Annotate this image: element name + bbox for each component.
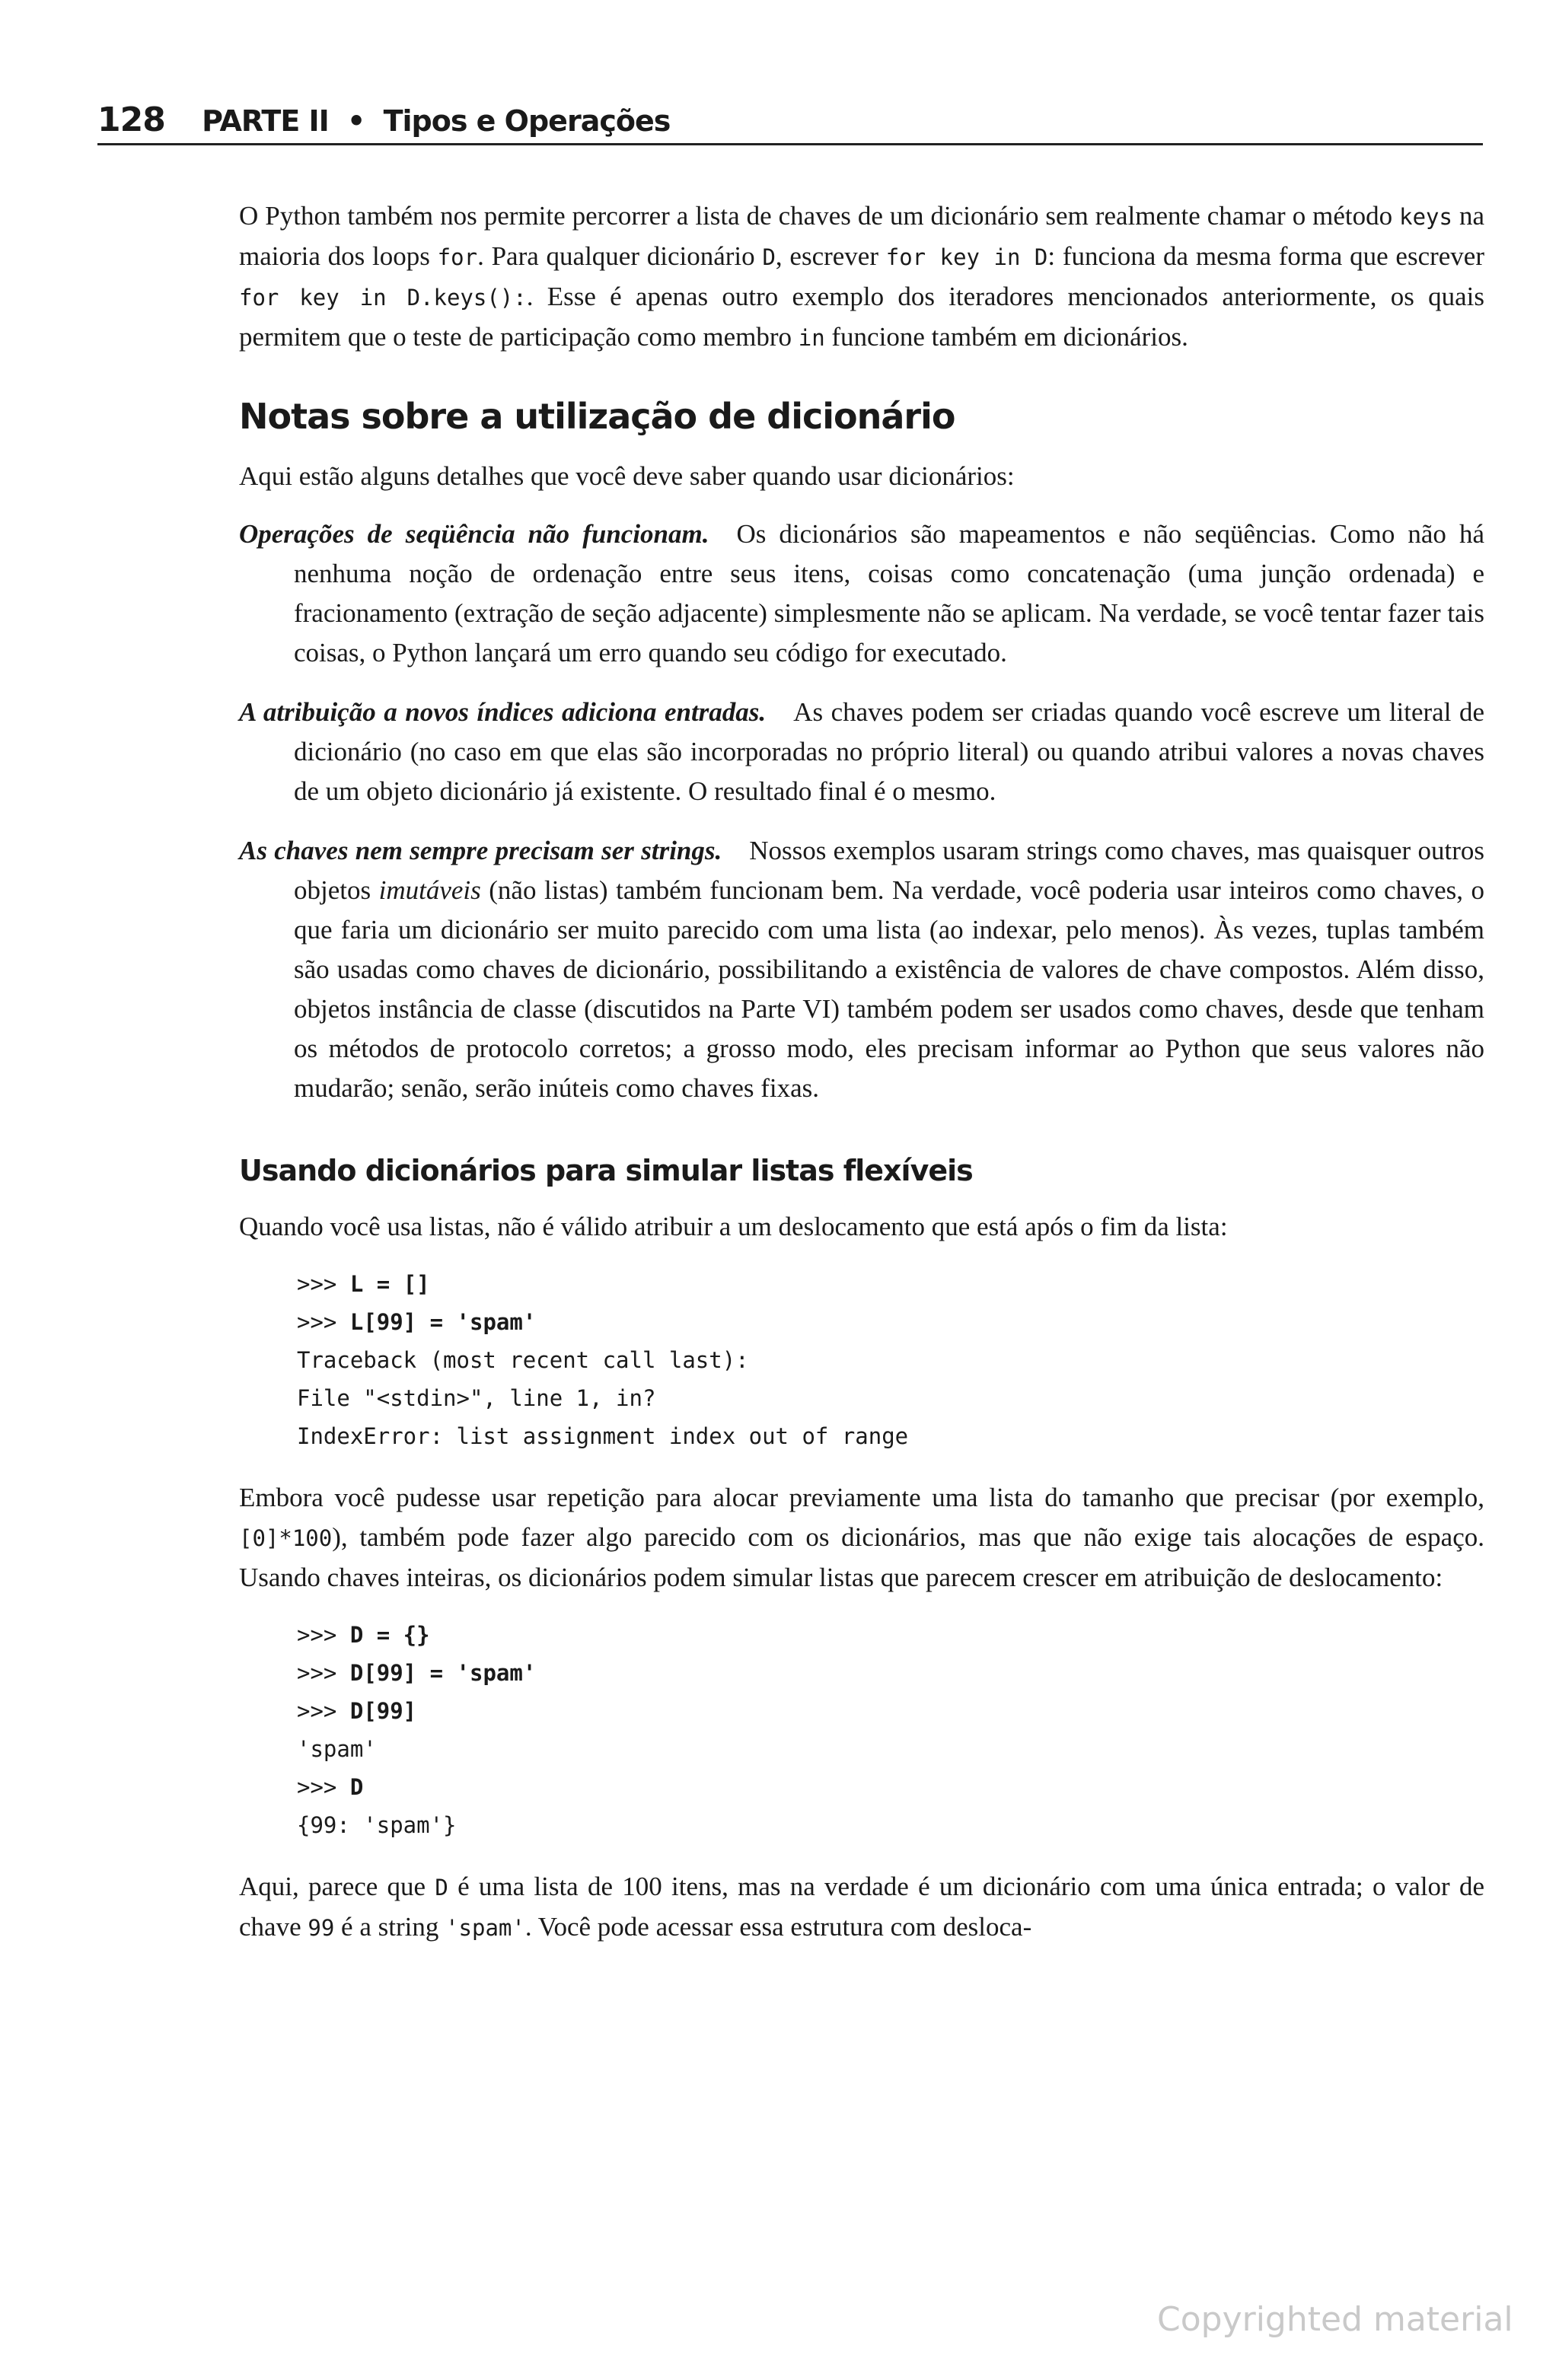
subsection-heading: Usando dicionários para simular listas flexíveis [239,1154,973,1187]
section-lead: Aqui estão alguns detalhes que você deve saber quando usar dicionários: [239,461,1015,491]
closing-paragraph: Aqui, parece que D é uma lista de 100 itens, mas na verdade é um dicionário com uma única entrada; o valor de chave 99 é a string 'spam'. Você pode acessar essa estrutura com desloca- [239,1872,1484,1942]
body-paragraph: Embora você pudesse usar repetição para alocar previamente uma lista do tamanho que precisar (por exemplo, [0]*100), também pode fazer algo parecido com os dicionários, mas que não exige tais alocações de espaço. Usando chaves inteiras, os dicionários podem simular listas que parecem crescer em atribuição de deslocamento: [239,1483,1484,1592]
code-block-list: >>> L = [] >>> L[99] = 'spam' Traceback (most recent call last): File "<stdin>", line 1, in? IndexError: list assignment index out of range [297,1271,909,1449]
list-item [239,515,1484,673]
part-label: PARTE II [202,104,329,138]
list-item: As chaves nem sempre precisam ser strings. Nossos exemplos usaram strings como chaves, mas quaisquer outros objetos imutáveis (não listas) também funcionam bem. Na verdade, você poderia usar inteiros como chaves, o que faria um dicionário ser muito parecido com uma lista (ao indexar, pelo menos). Às vezes, tuplas também são usadas como chaves de dicionário, possibilitando a existência de valores de chave compostos. Além disso, objetos instância de classe (discutidos na Parte VI) também podem ser usados como chaves, desde que tenham os métodos de protocolo corretos; a grosso modo, eles precisam informar ao Python que seus valores não mudarão; senão, serão inúteis como chaves fixas. [239,836,1484,1103]
chapter-title: Tipos e Operações [383,104,671,138]
page-body [239,196,1484,1948]
copyright-watermark: Copyrighted material [1157,2300,1513,2339]
term-title: Operações de seqüência não funcionam. [239,519,709,549]
page-number: 128 [97,100,165,139]
subsection-lead: Quando você usa listas, não é válido atribuir a um deslocamento que está após o fim da lista: [239,1212,1228,1241]
section-heading: Notas sobre a utilização de dicionário [239,396,955,437]
term-body: Os dicionários são mapeamentos e não seqüências. Como não há nenhuma noção de ordenação entre seus itens, coisas como concatenação (uma junção ordenada) e fracionamento (extração de seção adjacente) simplesmente não se aplicam. Na verdade, se você tentar fazer tais coisas, o Python lançará um erro quando seu código for executado. [294,519,1484,667]
intro-paragraph: O Python também nos permite percorrer a lista de chaves de um dicionário sem realmente chamar o método keys na maioria dos loops for. Para qualquer dicionário D, escrever for key in D: funciona da mesma forma que escrever for key in D.keys():. Esse é apenas outro exemplo dos iteradores mencionados anteriormente, os quais permitem que o teste de participação como membro in funcione também em dicionários. [239,201,1484,352]
list-item [239,693,1484,811]
term-title: As chaves nem sempre precisam ser strings. [239,836,722,865]
bullet-separator: • [347,104,365,138]
running-header [97,97,1483,145]
term-body: As chaves podem ser criadas quando você escreve um literal de dicionário (no caso em que elas são incorporadas no próprio literal) ou quando atribui valores a novas chaves de um objeto dicionário já existente. O resultado final é o mesmo. [294,697,1484,806]
code-block-dict: >>> D = {} >>> D[99] = 'spam' >>> D[99] 'spam' >>> D {99: 'spam'} [297,1622,537,1838]
term-title: A atribuição a novos índices adiciona entradas. [239,697,767,727]
